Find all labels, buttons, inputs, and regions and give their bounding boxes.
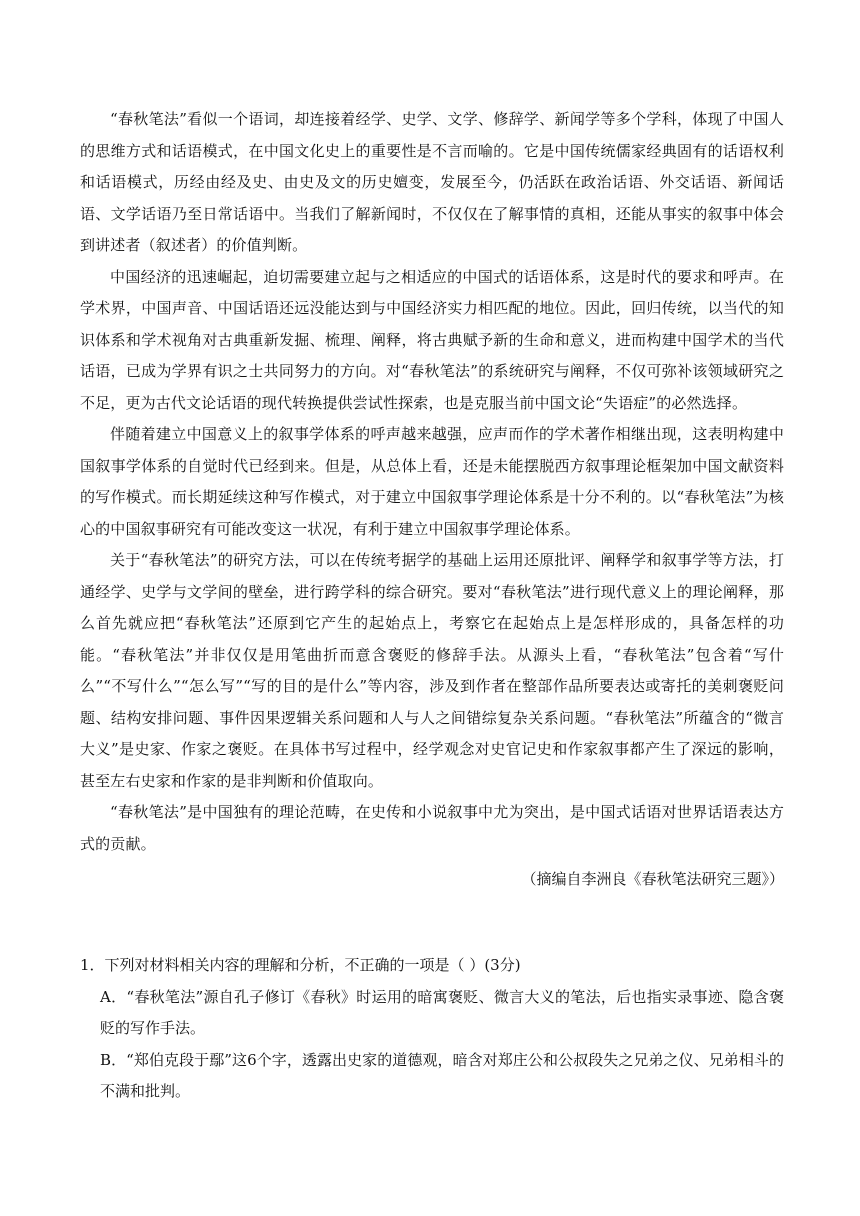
passage-paragraph-1: “春秋笔法”看似一个语词，却连接着经学、史学、文学、修辞学、新闻学等多个学科，体现了中国人的思维方式和话语模式，在中国文化史上的重要性是不言而喻的。它是中国传统儒家经典固有的话语权利和话语模式，历经由经及史、由史及文的历史嬗变，发展至今，仍活跃在政治话语、外交话语、新闻话语、文学话语乃至日常话语中。当我们了解新闻时，不仅仅在了解事情的真相，还能从事实的叙事中体会到讲述者（叙述者）的价值判断。 (80, 110, 784, 254)
passage-paragraph-2: 中国经济的迅速崛起，迫切需要建立起与之相适应的中国式的话语体系，这是时代的要求和呼声。在学术界，中国声音、中国话语还远没能达到与中国经济实力相匹配的地位。因此，回归传统，以当代的知识体系和学术视角对古典重新发掘、梳理、阐释，将古典赋予新的生命和意义，进而构建中国学术的当代话语，已成为学界有识之士共同努力的方向。对“春秋笔法”的系统研究与阐释，不仅可弥补该领域研究之不足，更为古代文论话语的现代转换提供尝试性探索，也是克服当前中国文论“失语症”的必然选择。 (80, 267, 784, 412)
passage-paragraph-3: 伴随着建立中国意义上的叙事学体系的呼声越来越强，应声而作的学术著作相继出现，这表明构建中国叙事学体系的自觉时代已经到来。但是，从总体上看，还是未能摆脱西方叙事理论框架加中国文献资料的写作模式。而长期延续这种写作模式，对于建立中国叙事学理论体系是十分不利的。以“春秋笔法”为核心的中国叙事研究有可能改变这一状况，有利于建立中国叙事学理论体系。 (80, 425, 784, 538)
passage-paragraph-5: “春秋笔法”是中国独有的理论范畴，在史传和小说叙事中尤为突出，是中国式话语对世界话语表达方式的贡献。 (80, 803, 784, 853)
question-block (80, 950, 784, 1108)
passage-paragraph-4: 关于“春秋笔法”的研究方法，可以在传统考据学的基础上运用还原批评、阐释学和叙事学等方法，打通经学、史学与文学间的壁垒，进行跨学科的综合研究。要对“春秋笔法”进行现代意义上的理论阐释，那么首先就应把“春秋笔法”还原到它产生的起始点上，考察它在起始点上是怎样形成的，具备怎样的功能。“春秋笔法”并非仅仅是用笔曲折而意含褒贬的修辞手法。从源头上看，“春秋笔法”包含着“写什么”“不写什么”“怎么写”“写的目的是什么”等内容，涉及到作者在整部作品所要表达或寄托的美刺褒贬问题、结构安排问题、事件因果逻辑关系问题和人与人之间错综复杂关系问题。“春秋笔法”所蕴含的“微言大义”是史家、作家之褒贬。在具体书写过程中，经学观念对史官记史和作家叙事都产生了深远的影响，甚至左右史家和作家的是非判断和价值取向。 (80, 551, 784, 790)
option-b: B．“郑伯克段于鄢”这6个字，透露出史家的道德观，暗含对郑庄公和公叔段失之兄弟之仪、兄弟相斗的不满和批判。 (100, 1050, 784, 1100)
question-stem: 1．下列对材料相关内容的理解和分析，不正确的一项是（ ）(3分) (80, 956, 521, 974)
passage-source: （摘编自李洲良《春秋笔法研究三题》） (521, 870, 784, 888)
passage-content (80, 104, 784, 896)
option-a: A．“春秋笔法”源自孔子修订《春秋》时运用的暗寓褒贬、微言大义的笔法，后也指实录事迹、隐含褒贬的写作手法。 (100, 987, 784, 1037)
